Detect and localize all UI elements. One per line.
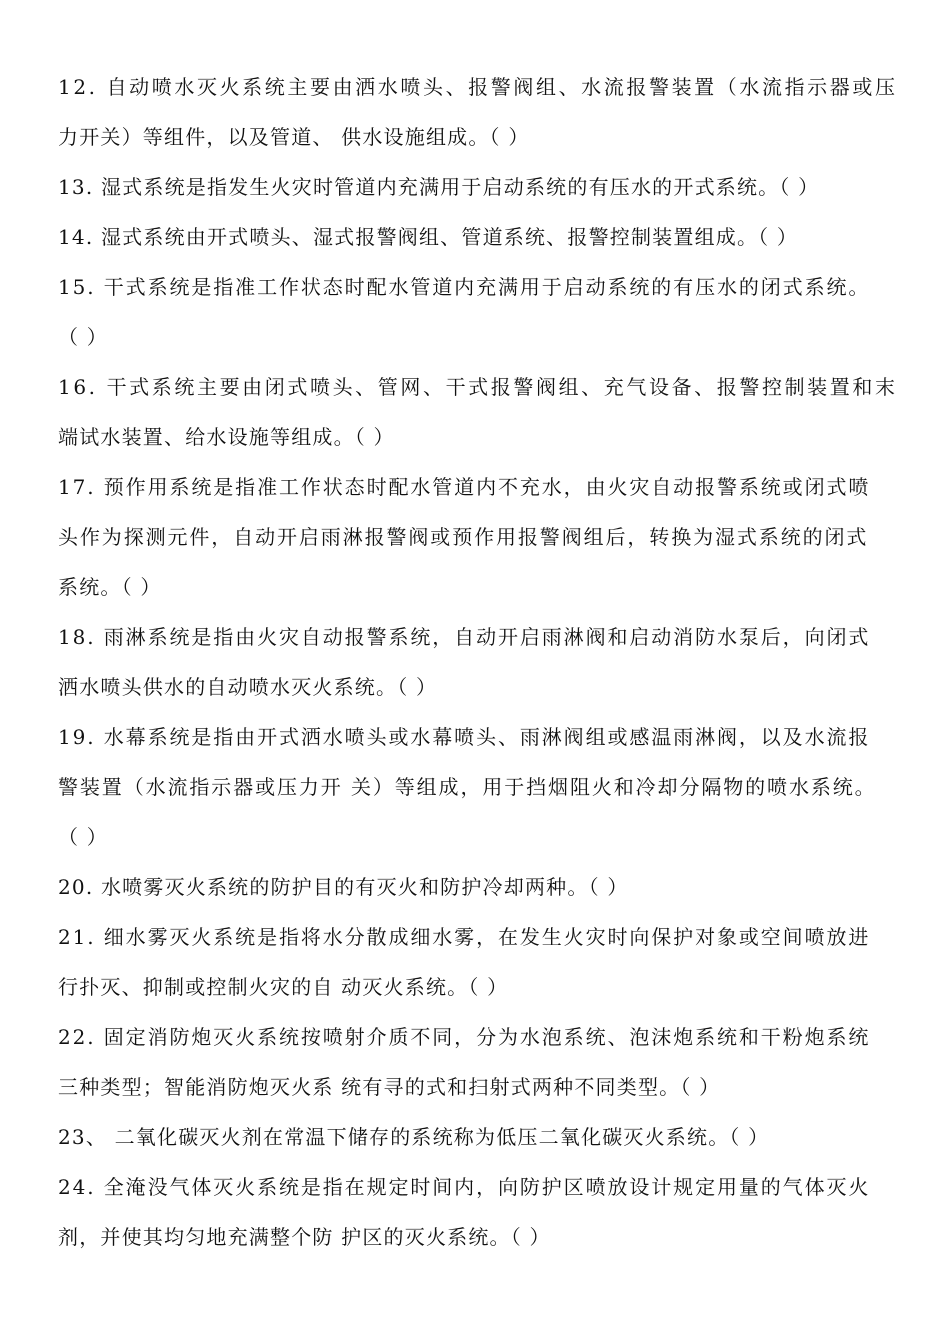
question-15-line-1: 15. 干式系统是指准工作状态时配水管道内充满用于启动系统的有压水的闭式系统。 [58,275,871,299]
question-15-line-2: （ ） [58,325,108,349]
question-18-line-1: 18. 雨淋系统是指由火灾自动报警系统，自动开启雨淋阀和启动消防水泵后，向闭式 [58,625,871,649]
question-23-line-1: 23、 二氧化碳灭火剂在常温下储存的系统称为低压二氧化碳灭火系统。（ ） [58,1125,770,1149]
question-16-line-2: 端试水装置、给水设施等组成。（ ） [58,425,395,449]
question-19-line-1: 19. 水幕系统是指由开式洒水喷头或水幕喷头、雨淋阀组或感温雨淋阀，以及水流报 [58,725,871,749]
question-17-line-1: 17. 预作用系统是指准工作状态时配水管道内不充水，由火灾自动报警系统或闭式喷 [58,475,871,499]
question-22-line-2: 三种类型；智能消防炮灭火系 统有寻的式和扫射式两种不同类型。（ ） [58,1075,721,1099]
question-18-line-2: 洒水喷头供水的自动喷水灭火系统。（ ） [58,675,438,699]
question-21-line-2: 行扑灭、抑制或控制火灾的自 动灭火系统。（ ） [58,975,509,999]
question-17-line-2: 头作为探测元件，自动开启雨淋报警阀或预作用报警阀组后，转换为湿式系统的闭式 [58,525,869,549]
question-20-line-1: 20. 水喷雾灭火系统的防护目的有灭火和防护冷却两种。（ ） [58,875,629,899]
question-24-line-1: 24. 全淹没气体灭火系统是指在规定时间内，向防护区喷放设计规定用量的气体灭火 [58,1175,871,1199]
question-22-line-1: 22. 固定消防炮灭火系统按喷射介质不同，分为水泡系统、泡沫炮系统和干粉炮系统 [58,1025,871,1049]
question-24-line-2: 剂，并使其均匀地充满整个防 护区的灭火系统。（ ） [58,1225,551,1249]
question-12-line-2: 力开关）等组件，以及管道、 供水设施组成。（ ） [58,125,530,149]
question-13-line-1: 13. 湿式系统是指发生火灾时管道内充满用于启动系统的有压水的开式系统。（ ） [58,175,820,199]
question-14-line-1: 14. 湿式系统由开式喷头、湿式报警阀组、管道系统、报警控制装置组成。（ ） [58,225,799,249]
question-16-line-1: 16. 干式系统主要由闭式喷头、管网、干式报警阀组、充气设备、报警控制装置和末 [58,375,898,399]
question-19-line-2: 警装置（水流指示器或压力开 关）等组成，用于挡烟阻火和冷却分隔物的喷水系统。 [58,775,877,799]
question-12-line-1: 12. 自动喷水灭火系统主要由洒水喷头、报警阀组、水流报警装置（水流指示器或压 [58,75,898,99]
question-17-line-3: 系统。（ ） [58,575,162,599]
question-19-line-3: （ ） [58,825,108,849]
question-21-line-1: 21. 细水雾灭火系统是指将水分散成细水雾，在发生火灾时向保护对象或空间喷放进 [58,925,871,949]
